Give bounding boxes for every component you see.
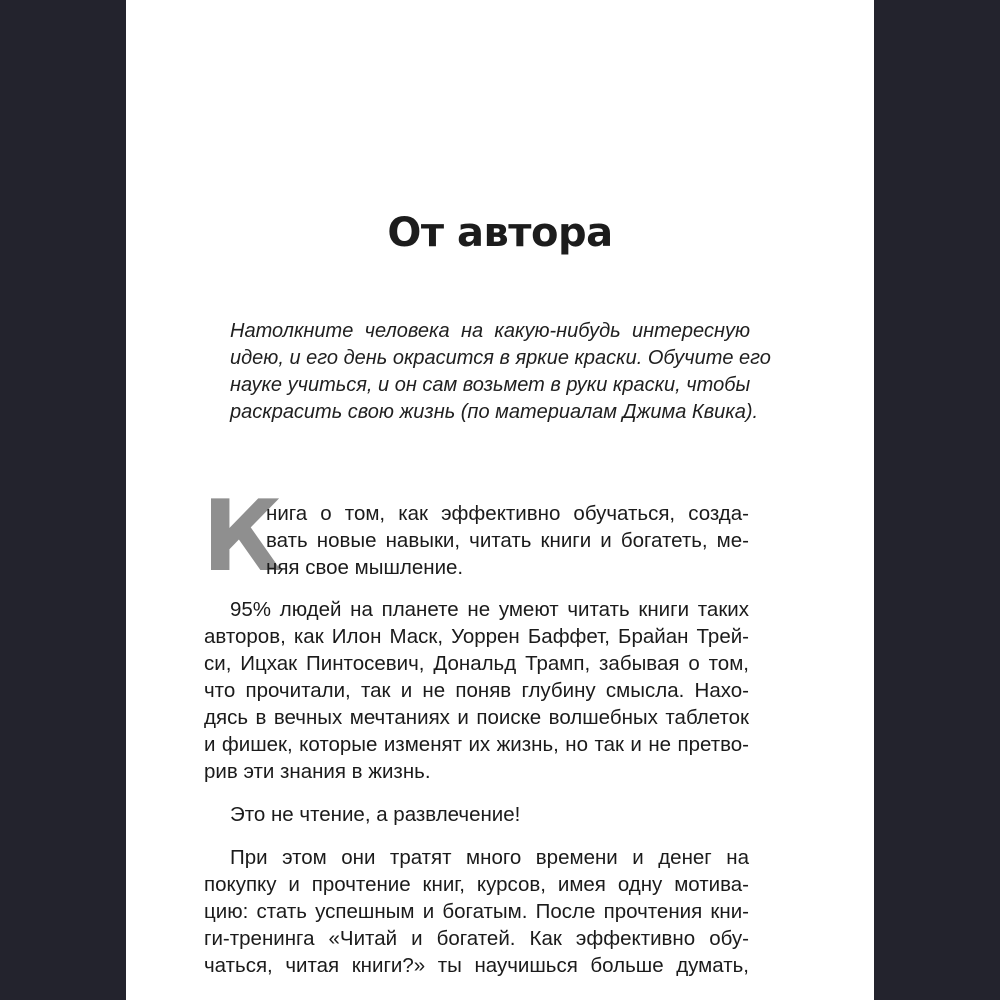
- drop-cap: К: [202, 480, 283, 594]
- paragraph-line: вать новые навыки, читать книги и богатеть, ме-: [266, 529, 749, 552]
- epigraph: [230, 318, 771, 426]
- paragraph-line: покупку и прочтение книг, курсов, имея одну мотива-: [204, 873, 749, 896]
- epigraph-line: идею, и его день окрасится в яркие краски. Обучите его: [230, 347, 771, 369]
- paragraph-line: Это не чтение, а развлечение!: [230, 803, 521, 826]
- paragraph-line: чаться, читая книги?» ты научишься больше думать,: [204, 954, 749, 977]
- paragraph-line: 95% людей на планете не умеют читать книги таких: [230, 598, 749, 621]
- paragraph-line: При этом они тратят много времени и денег на: [230, 846, 749, 869]
- epigraph-line: раскрасить свою жизнь (по материалам Джима Квика).: [230, 401, 759, 423]
- paragraph-line: авторов, как Илон Маск, Уоррен Баффет, Брайан Трей-: [204, 625, 749, 648]
- paragraph-line: няя свое мышление.: [266, 556, 464, 579]
- page-title: От автора: [387, 210, 613, 256]
- paragraph-line: нига о том, как эффективно обучаться, созда-: [266, 502, 749, 525]
- paragraph-line: рив эти знания в жизнь.: [204, 760, 431, 783]
- paragraph-line: ги-тренинга «Читай и богатей. Как эффективно обу-: [204, 927, 749, 950]
- epigraph-line: Натолкните человека на какую-нибудь интересную: [230, 320, 750, 342]
- paragraph-line: си, Ицхак Пинтосевич, Дональд Трамп, забывая о том,: [204, 652, 749, 675]
- paragraph-line: цию: стать успешным и богатым. После прочтения кни-: [204, 900, 749, 923]
- epigraph-line: науке учиться, и он сам возьмет в руки краски, чтобы: [230, 374, 751, 396]
- paragraph-line: и фишек, которые изменят их жизнь, но так и не претво-: [204, 733, 749, 756]
- paragraph-line: что прочитали, так и не поняв глубину смысла. Нахо-: [204, 679, 749, 702]
- paragraph-line: дясь в вечных мечтаниях и поиске волшебных таблеток: [204, 706, 749, 729]
- book-page: [126, 0, 874, 1000]
